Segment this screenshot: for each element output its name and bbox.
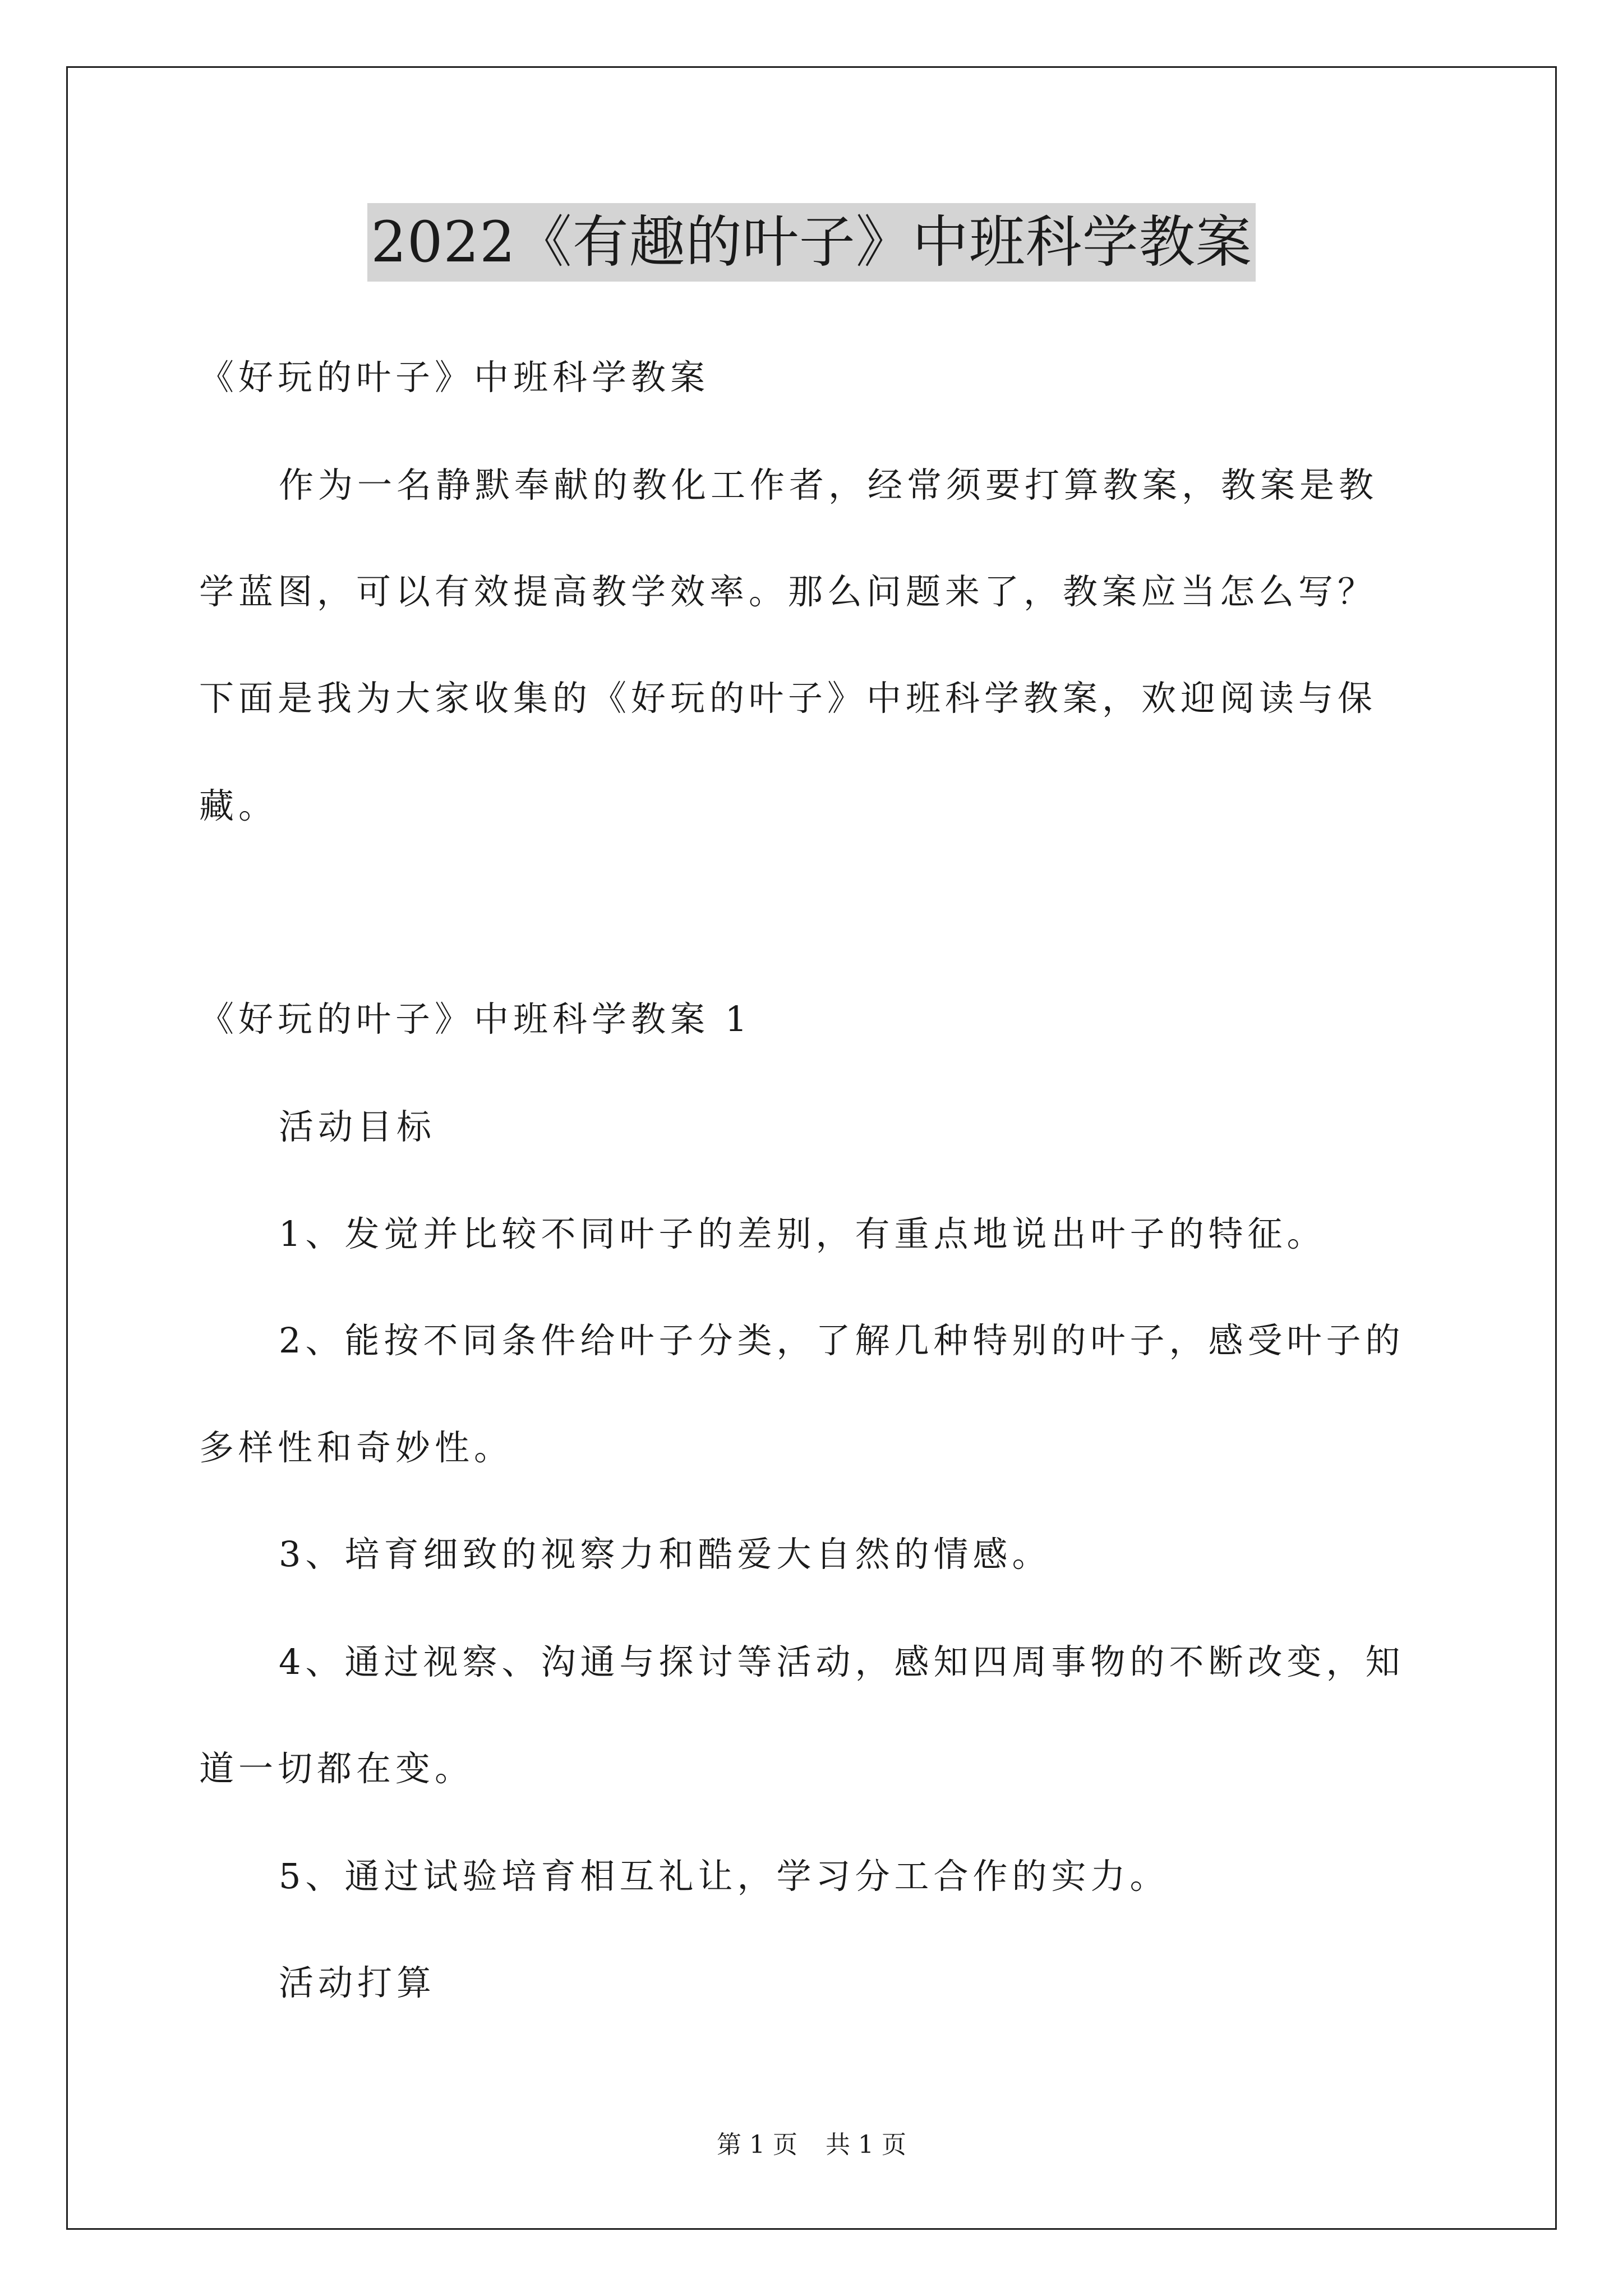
intro-line: 藏。: [199, 785, 278, 826]
goal-line: 2、能按不同条件给叶子分类，了解几种特别的叶子，感受叶子的: [279, 1320, 1405, 1361]
goal-line: 4、通过视察、沟通与探讨等活动，感知四周事物的不断改变，知: [279, 1641, 1405, 1682]
intro-line: 学蓝图，可以有效提高教学效率。那么问题来了，教案应当怎么写？: [199, 571, 1377, 612]
prep-heading: 活动打算: [279, 1962, 436, 2003]
page-footer: [0, 2128, 1623, 2162]
intro-line: 作为一名静默奉献的教化工作者，经常须要打算教案，教案是教: [279, 464, 1378, 505]
page-total: 共 1 页: [826, 2131, 906, 2159]
document-subtitle: 《好玩的叶子》中班科学教案: [199, 357, 710, 398]
intro-line: 下面是我为大家收集的《好玩的叶子》中班科学教案，欢迎阅读与保: [199, 678, 1377, 719]
goal-line: 5、通过试验培育相互礼让，学习分工合作的实力。: [279, 1856, 1169, 1897]
goal-line: 道一切都在变。: [199, 1748, 474, 1789]
section-heading: 《好玩的叶子》中班科学教案 1: [199, 999, 752, 1039]
goal-line: 多样性和奇妙性。: [199, 1427, 514, 1468]
goal-line: 1、发觉并比较不同叶子的差别，有重点地说出叶子的特征。: [279, 1213, 1326, 1254]
title-block: [0, 203, 1623, 282]
goal-line: 3、培育细致的视察力和酷爱大自然的情感。: [279, 1534, 1052, 1575]
document-title: 2022《有趣的叶子》中班科学教案: [367, 203, 1256, 282]
page-number: 第 1 页: [717, 2131, 797, 2159]
goals-heading: 活动目标: [279, 1106, 436, 1147]
